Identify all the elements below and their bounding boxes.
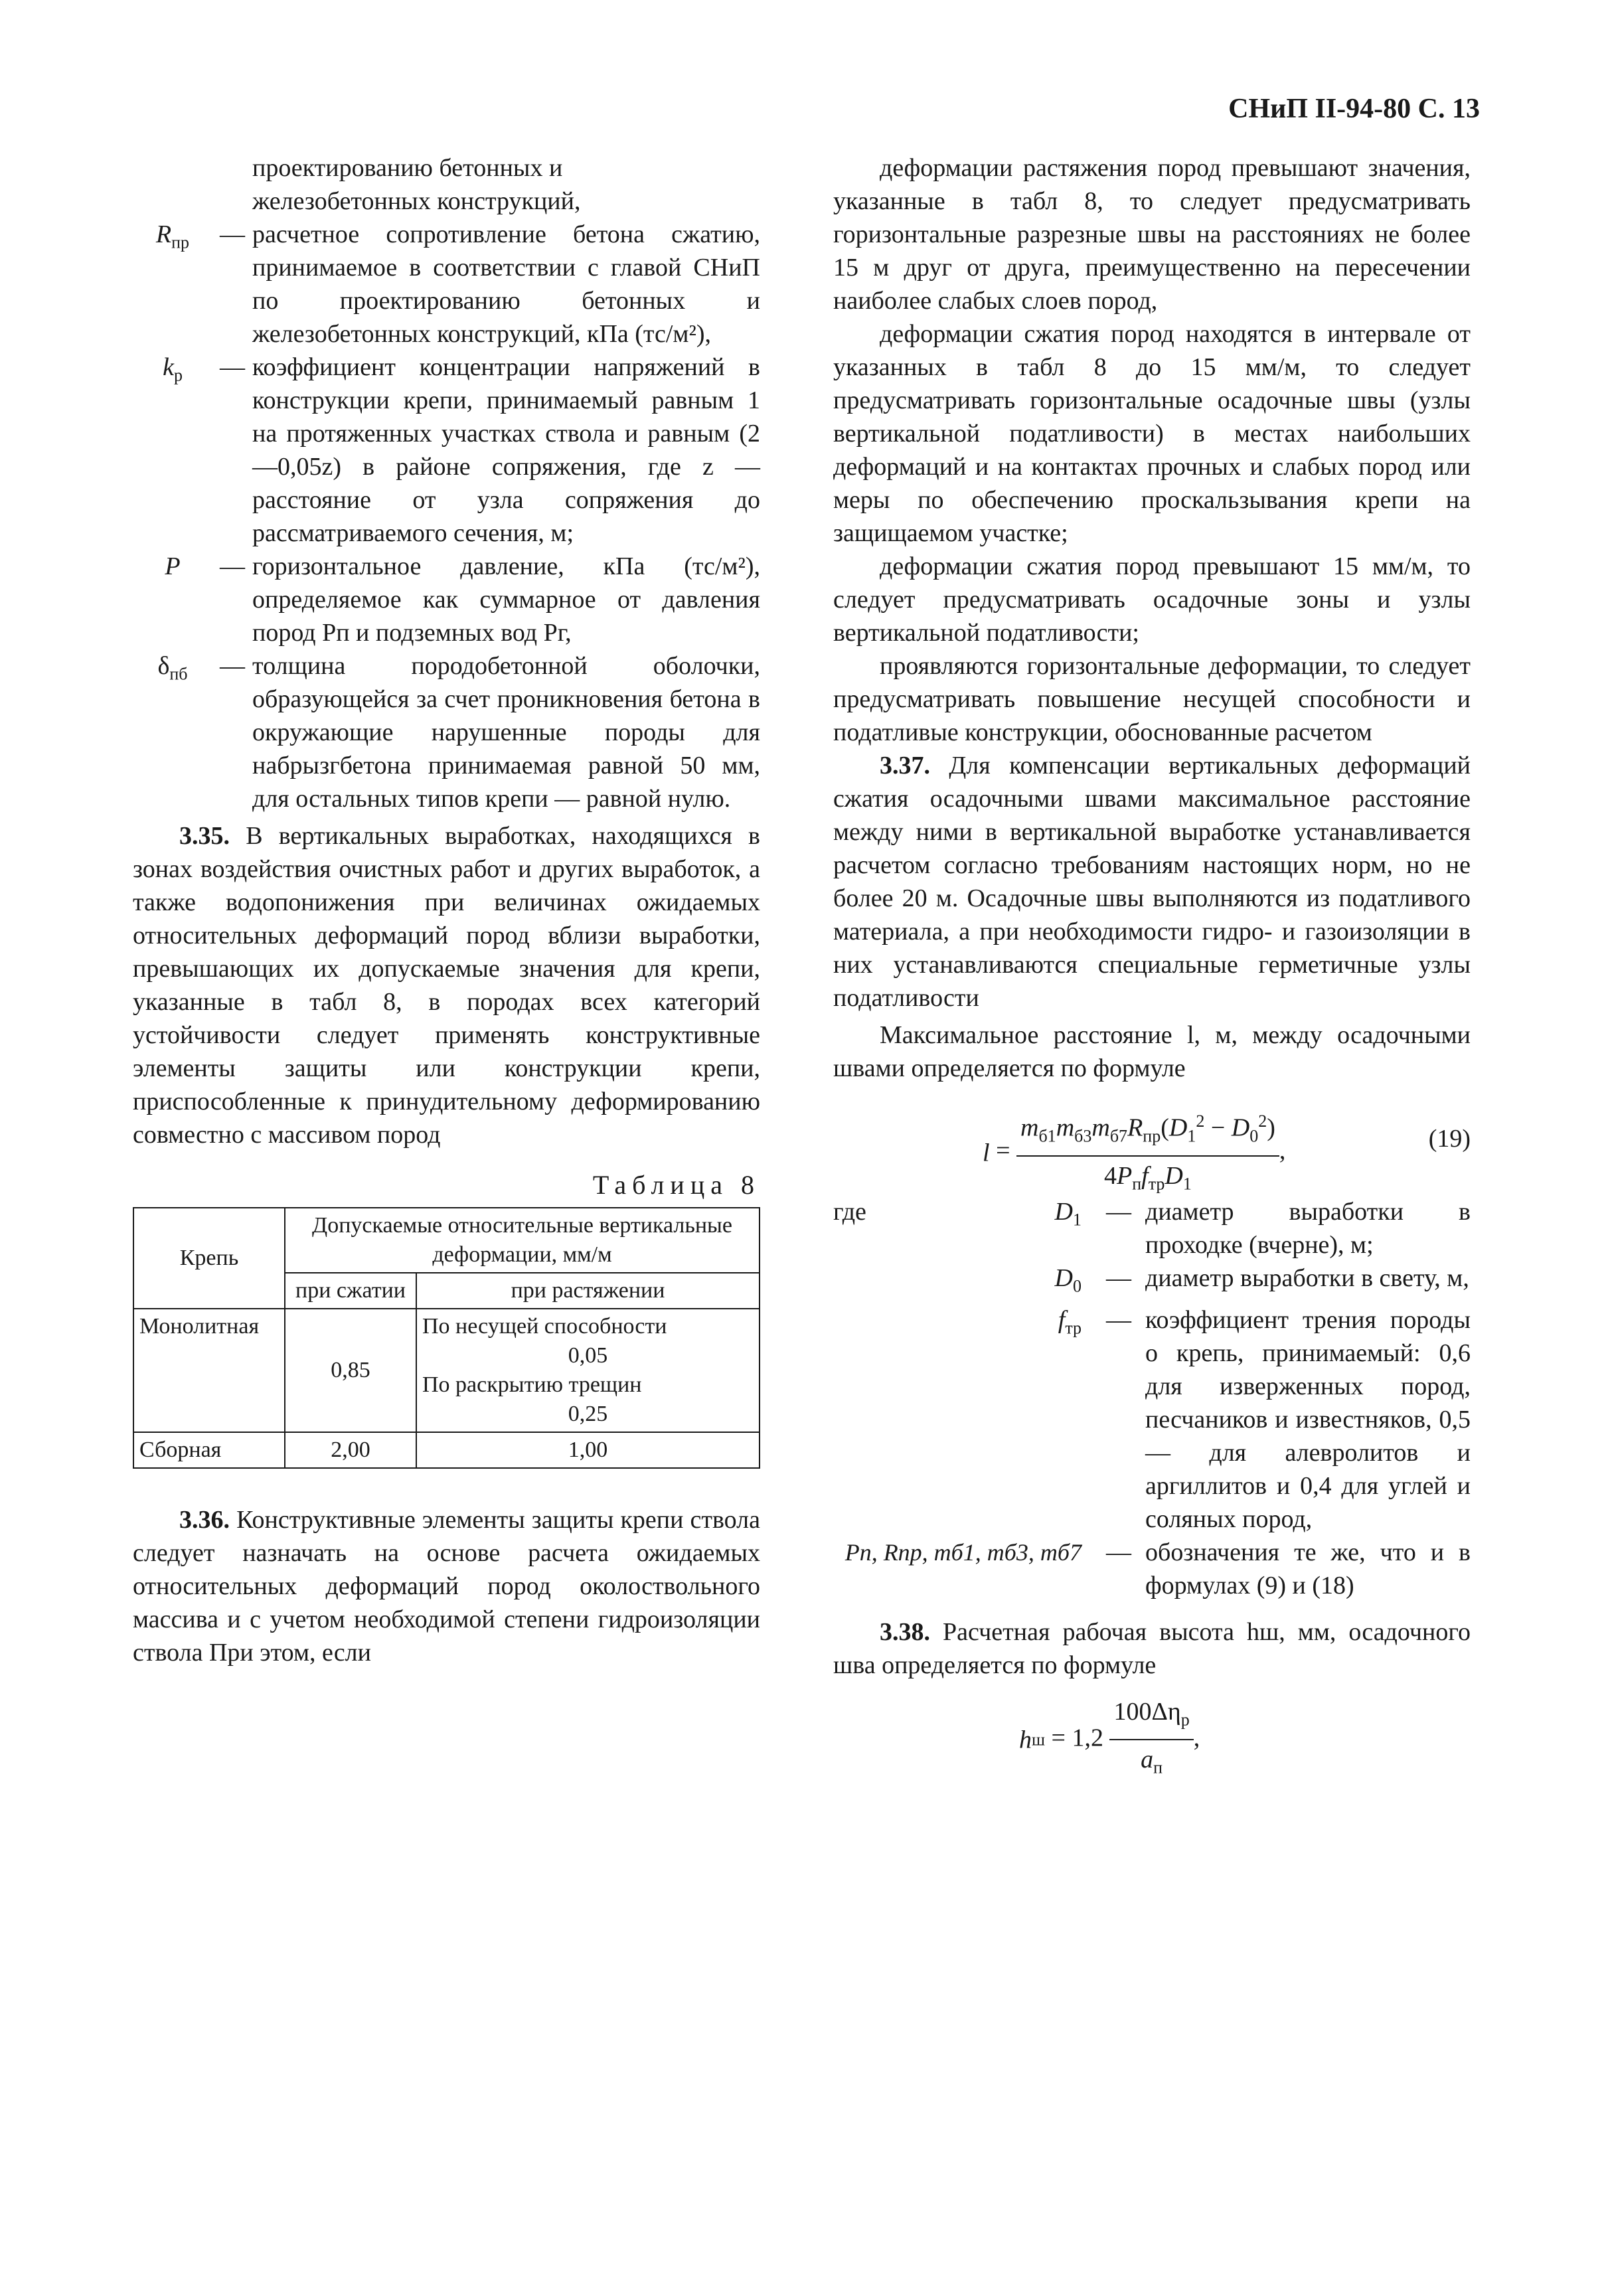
definition-text: горизонтальное давление, кПа (тс/м²), определяемое как суммарное от давления пород Pп и подземных вод Pг, [252, 552, 760, 647]
definition-symbol: $D_1$ [1054, 1198, 1082, 1230]
definition-symbol: Pп, Rпр, mб1, mб3, mб7 [844, 1538, 1082, 1566]
definition-symbol: $k_р$ [163, 353, 183, 385]
table-header-compression: при сжатии [285, 1273, 416, 1309]
left-column [133, 151, 760, 1669]
clause-number: 3.36. [179, 1506, 230, 1534]
definition-item: $D_0$ — диаметр выработки в свету, м, [833, 1262, 1471, 1303]
definition-text: толщина породобетонной оболочки, образующейся за счет проникновения бетона в окружающие нарушенные породы для набрызгбетона принимаемая равной 50 мм, для остальных типов крепи — равной нулю. [252, 652, 760, 813]
paragraph-3-35: 3.35. В вертикальных выработках, находящихся в зонах воздействия очистных работ и других выработок, а также водопонижения при величинах ожидаемых относительных деформаций пород вблизи выработки, превышающих их допускаемые значения для крепи, указанные в табл 8, в породах всех категорий устойчивости следует применять конструктивные элементы защиты или конструкции крепи, приспособленные к принудительному деформированию совместно с массивом пород [133, 822, 760, 1149]
right-column [833, 151, 1471, 1775]
definition-item: Pп, Rпр, mб1, mб3, mб7 — обозначения те же, что и в формулах (9) и (18) [833, 1536, 1471, 1602]
table-header-group: Допускаемые относительные вертикальные деформации, мм/м [285, 1208, 760, 1273]
definition-item: $\delta_{пб}$ — толщина породобетонной оболочки, образующейся за счет проникновения бетона в окружающие нарушенные породы для набрызгбетона принимаемая равной 50 мм, для остальных типов крепи — равной нулю. [133, 649, 760, 815]
definition-text: диаметр выработки в свету, м, [1145, 1264, 1469, 1292]
formula-hsh: hш = 1,2 $\frac{100\Delta\eta_р}{a_п}$ , [833, 1682, 1471, 1775]
paragraph: деформации растяжения пород превышают значения, указанные в табл 8, то следует предусматривать горизонтальные разрезные швы на расстояниях не более 15 м друг от друга, преимущественно на пересечении наиболее слабых слоев пород, [833, 154, 1471, 315]
paragraph: Максимальное расстояние l, м, между осадочными швами определяется по формуле [833, 1021, 1471, 1082]
page-header: СНиП II-94-80 С. 13 [1228, 94, 1480, 124]
definition-item: $R_{пр}$ — расчетное сопротивление бетона сжатию, принимаемое в соответствии с главой СНиП по проектированию бетонных и железобетонных конструкций, кПа (тс/м²), [133, 218, 760, 351]
definition-item: P — горизонтальное давление, кПа (тс/м²), определяемое как суммарное от давления пород Pп и подземных вод Pг, [133, 550, 760, 649]
definition-item: $D_1$ — диаметр выработки в проходке (вчерне), м; [833, 1195, 1471, 1262]
definition-text: коэффициент концентрации напряжений в конструкции крепи, принимаемый равным 1 на протяженных участках ствола и равным (2—0,05z) в районе сопряжения, где z — расстояние от узла сопряжения до рассматриваемого сечения, м; [252, 353, 760, 547]
formula-19: l = $\frac{m_{б1}m_{б3}m_{б7}R_{пр}(D_1^2 - D_0^2)}{4P_пf_{тр}D_1}$ , (19) [833, 1085, 1471, 1185]
definition-text: расчетное сопротивление бетона сжатию, принимаемое в соответствии с главой СНиП по проектированию бетонных и железобетонных конструкций, кПа (тс/м²), [252, 220, 760, 348]
table-cell: 2,00 [285, 1432, 416, 1468]
table-header-krep: Крепь [133, 1208, 285, 1309]
definition-symbol: P [165, 552, 181, 580]
definition-symbol: $f_{тр}$ [1058, 1305, 1082, 1338]
paragraph: деформации сжатия пород превышают 15 мм/м, то следует предусматривать осадочные зоны и узлы вертикальной податливости; [833, 552, 1471, 647]
table-cell: Монолитная [133, 1309, 285, 1432]
clause-number: 3.38. [880, 1617, 930, 1646]
table-cell: 0,85 [285, 1309, 416, 1432]
paragraph: проявляются горизонтальные деформации, то следует предусматривать повышение несущей способности и податливые конструкции, обоснованные расчетом [833, 652, 1471, 746]
where-label: где [833, 1198, 866, 1226]
definition-symbol: $D_0$ [1054, 1264, 1082, 1296]
definition-symbol: $\delta_{пб}$ [157, 652, 188, 684]
definition-item: $f_{тр}$ — коэффициент трения породы о крепь, принимаемый: 0,6 для изверженных пород, песчаников и известняков, 0,5 — для алевролитов и аргиллитов и 0,4 для углей и соляных пород, [833, 1303, 1471, 1536]
definition-text: обозначения те же, что и в формулах (9) и (18) [1145, 1538, 1471, 1599]
table-row [133, 1309, 760, 1432]
paragraph-3-37: 3.37. Для компенсации вертикальных деформаций сжатия осадочными швами максимальное расстояние между ними в вертикальной выработке устанавливается расчетом согласно требованиям настоящих норм, но не более 20 м. Осадочные швы выполняются из податливого материала, а при необходимости гидро- и газоизоляции в них устанавливаются специальные герметичные узлы податливости [833, 752, 1471, 1012]
definition-text: коэффициент трения породы о крепь, принимаемый: 0,6 для изверженных пород, песчаников и известняков, 0,5 — для алевролитов и аргиллитов и 0,4 для углей и соляных пород, [1145, 1305, 1471, 1533]
table-cell: 1,00 [416, 1432, 760, 1468]
formula-number: (19) [1428, 1125, 1471, 1153]
definition-continued [133, 151, 760, 218]
table-8 [133, 1207, 760, 1469]
table-cell: Сборная [133, 1432, 285, 1468]
definition-item: $k_р$ — коэффициент концентрации напряжений в конструкции крепи, принимаемый равным 1 на протяженных участках ствола и равным (2—0,05z) в районе сопряжения, где z — расстояние от узла сопряжения до рассматриваемого сечения, м; [133, 351, 760, 550]
definition-symbol: $R_{пр}$ [155, 220, 190, 252]
table-caption: Таблица 8 [592, 1170, 760, 1200]
formula-fraction: $\frac{100\Delta\eta_р}{a_п}$ [1109, 1695, 1193, 1785]
paragraph: деформации сжатия пород находятся в интервале от указанных в табл 8 до 15 мм/м, то следует предусматривать горизонтальные осадочные швы (узлы вертикальной податливости) в местах наибольших деформаций и на контактах прочных и слабых пород или меры по обеспечению проскальзывания крепи на защищаемом участке; [833, 320, 1471, 547]
table-header-tension: при растяжении [416, 1273, 760, 1309]
clause-number: 3.35. [179, 822, 230, 850]
paragraph-3-38: 3.38. Расчетная рабочая высота hш, мм, осадочного шва определяется по формуле [833, 1617, 1471, 1679]
table-cell: По несущей способности 0,05 По раскрытию трещин 0,25 [416, 1309, 760, 1432]
clause-number: 3.37. [880, 752, 930, 779]
table-row [133, 1432, 760, 1468]
formula-fraction: $\frac{m_{б1}m_{б3}m_{б7}R_{пр}(D_1^2 - D_0^2)}{4P_пf_{тр}D_1}$ [1016, 1105, 1279, 1201]
intro-line: железобетонных конструкций, [252, 187, 581, 215]
definition-text: диаметр выработки в проходке (вчерне), м; [1145, 1198, 1471, 1259]
intro-line: проектированию бетонных и [252, 154, 563, 182]
paragraph-3-36: 3.36. Конструктивные элементы защиты крепи ствола следует назначать на основе расчета ожидаемых относительных деформаций пород околоствольного массива и с учетом необходимой степени гидроизоляции ствола При этом, если [133, 1506, 760, 1667]
